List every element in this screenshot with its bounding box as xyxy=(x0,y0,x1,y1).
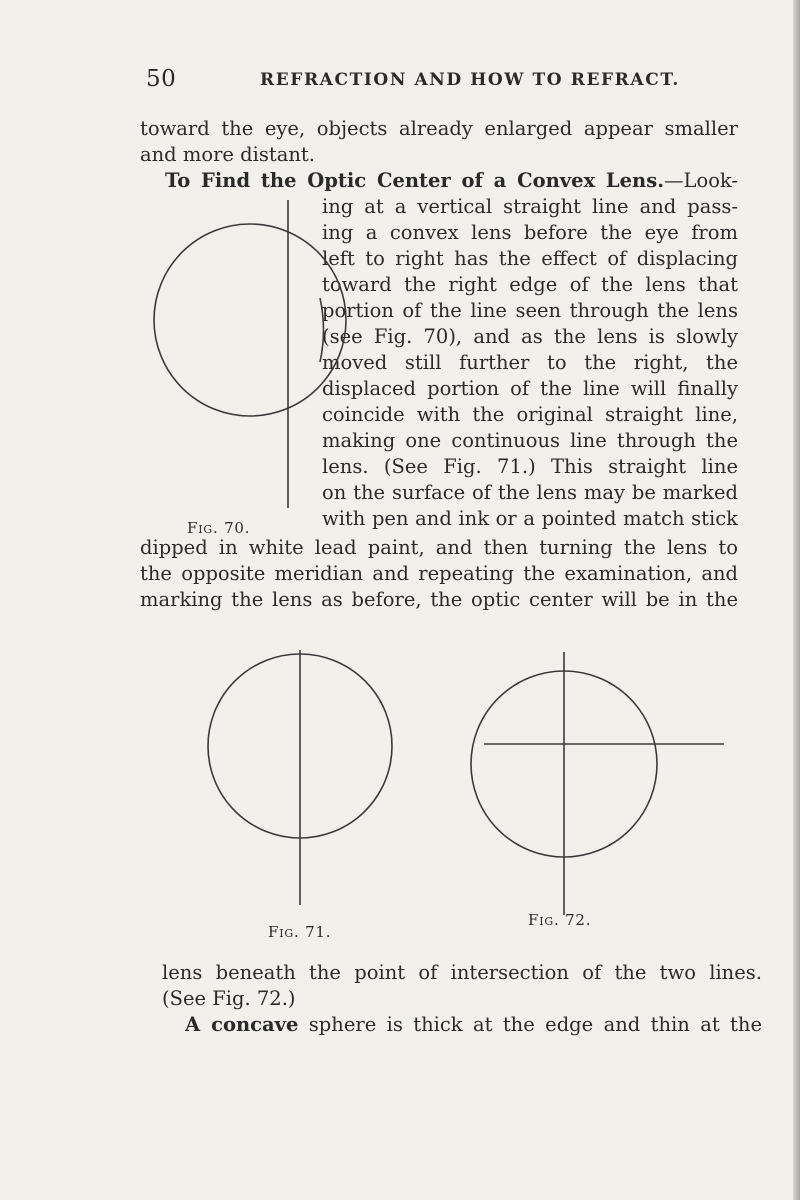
text-line: marking the lens as before, the optic center will be in the xyxy=(140,588,738,611)
concave-term: A concave xyxy=(185,1013,299,1036)
text-line: lens. (See Fig. 71.) This straight line xyxy=(322,455,738,478)
text-line: toward the eye, objects already enlarged appear smaller xyxy=(140,117,738,140)
figure-71-caption: Fig. 71. xyxy=(268,923,332,941)
text-line: portion of the line seen through the lens xyxy=(322,299,738,322)
text-line: (See Fig. 72.) xyxy=(162,987,296,1010)
text-line: making one continuous line through the xyxy=(322,429,738,452)
text-line: ing a convex lens before the eye from xyxy=(322,221,738,244)
text-line: with pen and ink or a pointed match stick xyxy=(322,507,738,530)
section-heading: To Find the Optic Center of a Convex Lens. xyxy=(165,169,664,192)
running-head: REFRACTION AND HOW TO REFRACT. xyxy=(260,70,680,90)
text-line: moved still further to the right, the xyxy=(322,351,738,374)
text-line: left to right has the effect of displacing xyxy=(322,247,738,270)
text-line: displaced portion of the line will finally xyxy=(322,377,738,400)
figure-70-caption: Fig. 70. xyxy=(187,519,251,537)
text-line: lens beneath the point of intersection of the two lines. xyxy=(162,961,762,984)
text-line: ing at a vertical straight line and pass- xyxy=(322,195,738,218)
figure-72-caption: Fig. 72. xyxy=(528,911,592,929)
text-line: the opposite meridian and repeating the examination, and xyxy=(140,562,738,585)
text-line: dipped in white lead paint, and then turning the lens to xyxy=(140,536,738,559)
text-fragment: sphere is thick at the edge and thin at the xyxy=(298,1013,762,1036)
text-line: on the surface of the lens may be marked xyxy=(322,481,738,504)
page-number: 50 xyxy=(146,66,177,92)
text-line: and more distant. xyxy=(140,143,315,166)
text-line: toward the right edge of the lens that xyxy=(322,273,738,296)
text-line xyxy=(185,1012,762,1038)
text-line: coincide with the original straight line, xyxy=(322,403,738,426)
section-heading-tail: —Look- xyxy=(664,169,738,192)
text-line: (see Fig. 70), and as the lens is slowly xyxy=(322,325,738,348)
